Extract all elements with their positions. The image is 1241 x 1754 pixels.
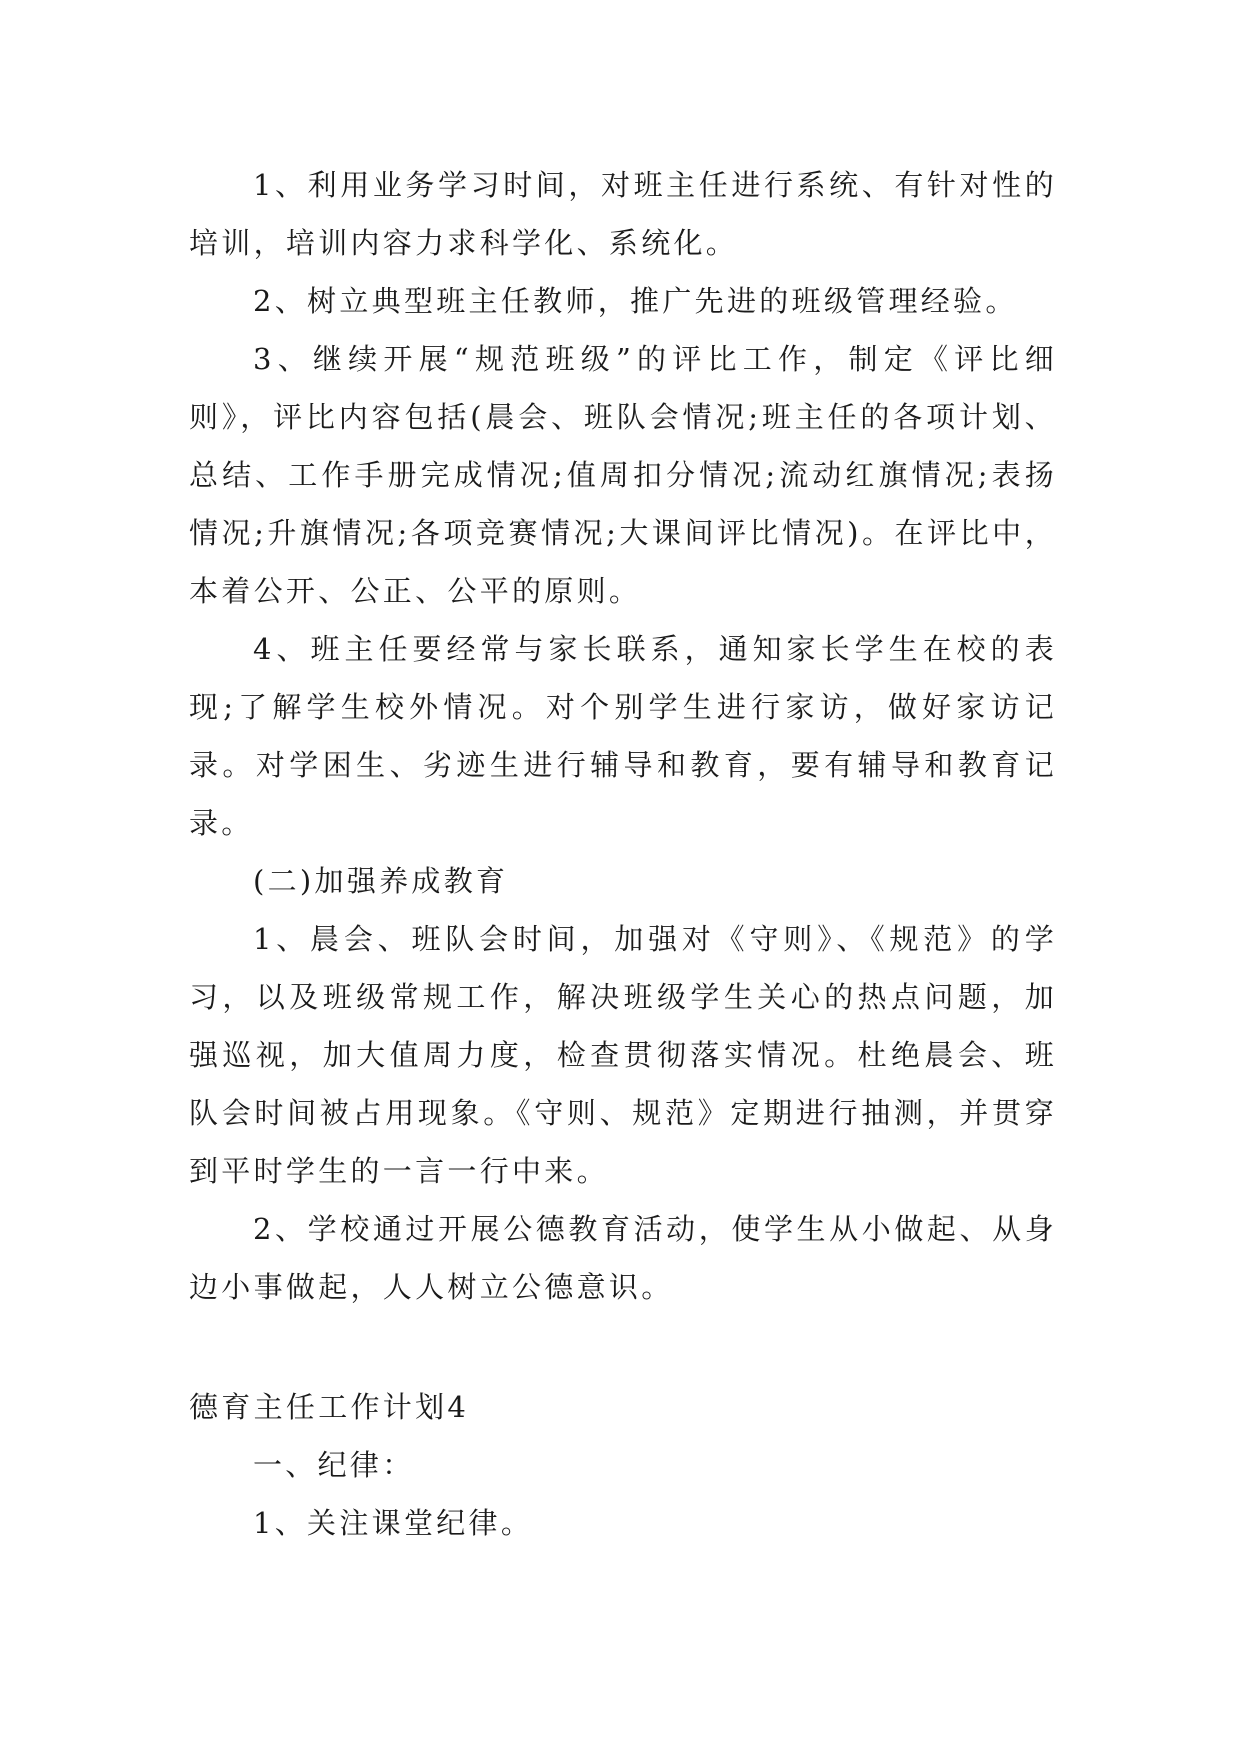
paragraph: 1、晨会、班队会时间，加强对《守则》、《规范》的学习，以及班级常规工作，解决班级学生关心的热点问题，加强巡视，加大值周力度，检查贯彻落实情况。杜绝晨会、班队会时间被占用现象。《守则、规范》定期进行抽测，并贯穿到平时学生的一言一行中来。	[189, 922, 1057, 1188]
paragraph: 1、利用业务学习时间，对班主任进行系统、有针对性的培训，培训内容力求科学化、系统化。	[189, 168, 1057, 260]
paragraph: 2、学校通过开展公德教育活动，使学生从小做起、从身边小事做起，人人树立公德意识。	[189, 1212, 1057, 1304]
section-title: 德育主任工作计划4	[189, 1390, 470, 1424]
paragraph: 4、班主任要经常与家长联系，通知家长学生在校的表现;了解学生校外情况。对个别学生进行家访，做好家访记录。对学困生、劣迹生进行辅导和教育，要有辅导和教育记录。	[189, 632, 1057, 840]
paragraph: 1、关注课堂纪律。	[253, 1506, 534, 1540]
subheading: (二)加强养成教育	[253, 864, 509, 898]
paragraph: 2、树立典型班主任教师，推广先进的班级管理经验。	[253, 284, 1018, 318]
section-subheading: 一、纪律：	[253, 1448, 415, 1482]
document-body	[189, 156, 1057, 1552]
paragraph: 3、继续开展“规范班级”的评比工作，制定《评比细则》，评比内容包括(晨会、班队会情况;班主任的各项计划、总结、工作手册完成情况;值周扣分情况;流动红旗情况;表扬情况;升旗情况;各项竞赛情况;大课间评比情况)。在评比中，本着公开、公正、公平的原则。	[189, 342, 1057, 608]
